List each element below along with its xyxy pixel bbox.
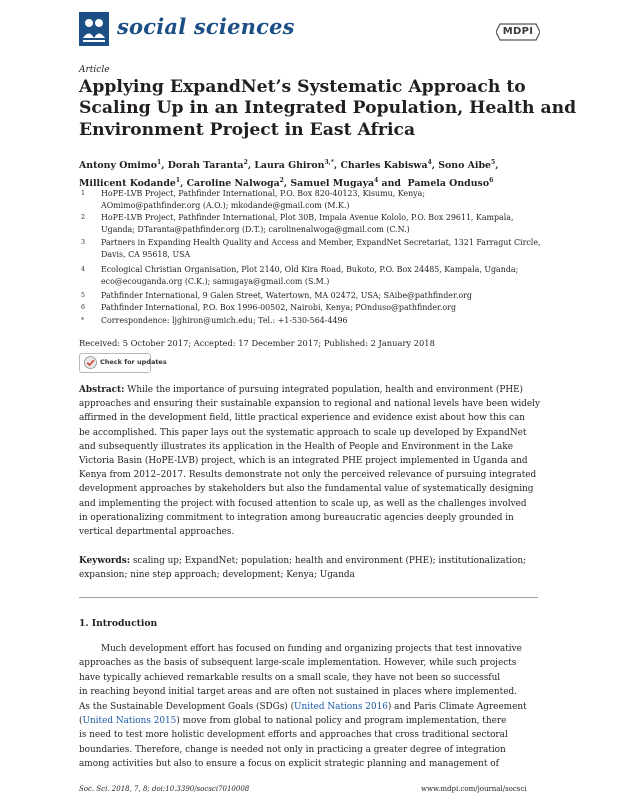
introduction-body <box>79 642 538 772</box>
affiliation-number: 1 <box>81 190 86 197</box>
author-separator: , <box>333 160 341 172</box>
affiliation-number: 2 <box>81 214 86 221</box>
author-separator: , <box>180 177 187 189</box>
author-name[interactable]: Pamela Onduso <box>407 177 490 189</box>
abstract-text: While the importance of pursuing integrated population, health and environment (PHE) <box>127 385 524 395</box>
mdpi-logo <box>496 22 540 42</box>
keywords <box>79 554 526 582</box>
affiliation-text: Correspondence: ljghiron@umich.edu; Tel.: +1-530-564-4496 <box>101 316 348 325</box>
journal-name: social sciences <box>117 14 295 39</box>
affiliation-text: eco@ecouganda.org (C.K.); samugaya@gmail.com (S.M.) <box>101 277 330 286</box>
intro-text: As the Sustainable Development Goals (SDGs) ( <box>79 701 295 712</box>
check-updates-label: Check for updates <box>100 358 167 366</box>
check-updates-icon <box>84 356 97 369</box>
author-separator: , <box>161 160 168 172</box>
author-affiliation-mark: 2 <box>243 159 248 166</box>
citation-link[interactable]: United Nations 2016 <box>294 701 388 712</box>
author-affiliation-mark: 1 <box>157 159 162 166</box>
keywords-line: expansion; nine step approach; development; Kenya; Uganda <box>79 570 355 581</box>
abstract-line: Kenya from 2012–2017. Results demonstrate not only the perceived relevance of pursuing integrated <box>79 470 537 481</box>
author-separator: , <box>247 160 255 172</box>
affiliation-number: 3 <box>81 239 86 246</box>
keywords-label: Keywords: <box>79 556 131 566</box>
article-title <box>79 77 577 141</box>
author-name[interactable]: Antony Omimo <box>79 160 158 172</box>
check-for-updates-button[interactable] <box>79 353 167 373</box>
abstract-line <box>79 383 538 397</box>
title-line: Applying ExpandNet’s Systematic Approach to <box>79 77 526 97</box>
author-separator: , <box>283 177 291 189</box>
author-name[interactable]: Millicent Kodande <box>79 177 176 189</box>
author-affiliation-mark: 3,* <box>324 159 334 166</box>
author-affiliation-mark: 4 <box>427 159 432 166</box>
abstract <box>79 383 538 539</box>
affiliation-text: Uganda; DTaranta@pathfinder.org (D.T.); carolinenalwoga@gmail.com (C.N.) <box>101 225 410 234</box>
affiliation-number: * <box>81 317 85 324</box>
article-type: Article <box>79 65 110 75</box>
intro-text: ) move from global to national policy and program implementation, there <box>176 716 507 727</box>
affiliation-number: 6 <box>81 304 86 311</box>
author-name[interactable]: Caroline Nalwoga <box>186 177 280 189</box>
affiliation-text: Ecological Christian Organisation, Plot 2140, Old Kira Road, Bukoto, P.O. Box 24485, Kampala, Uganda; <box>101 265 519 274</box>
footer-citation: Soc. Sci. 2018, 7, 8; doi:10.3390/socsci7010008 <box>79 785 250 793</box>
affiliation-text: HoPE-LVB Project, Pathfinder International, P.O. Box 820-40123, Kisumu, Kenya; <box>101 189 425 198</box>
keywords-text: scaling up; ExpandNet; population; health and environment (PHE); institutionalization; <box>132 556 527 566</box>
affiliation-text: Partners in Expanding Health Quality and Access and Member, ExpandNet Secretariat, 1321 Farragut Circle, <box>101 238 541 247</box>
footer-journal-url[interactable]: www.mdpi.com/journal/socsci <box>421 785 527 793</box>
author-affiliation-mark: 2 <box>279 176 284 184</box>
author-affiliation-mark: 6 <box>489 176 494 184</box>
abstract-line: approaches and ensuring their sustainable expansion to regional and national levels have been widely <box>79 399 540 410</box>
affiliation-text: AOmimo@pathfinder.org (A.O.); mkodande@gmail.com (M.K.) <box>101 201 350 210</box>
abstract-line: affirmed in the development field, little practical experience and evidence exist about how this can <box>79 413 525 424</box>
intro-line: boundaries. Therefore, change is needed not only in practicing a greater degree of integration <box>79 744 506 755</box>
abstract-line: Victoria Basin (HoPE-LVB) project, which is an integrated PHE project implemented in Uganda and <box>79 456 528 467</box>
affiliation-text: Pathfinder International, P.O. Box 1996-00502, Nairobi, Kenya; POnduso@pathfinder.org <box>101 303 456 312</box>
affiliation-number: 5 <box>81 292 86 299</box>
affiliation-text: HoPE-LVB Project, Pathfinder International, Plot 30B, Impala Avenue Kololo, P.O. Box 29611, Kampala, <box>101 213 514 222</box>
affiliation-number: 4 <box>81 266 86 273</box>
abstract-line: vertical departmental approaches. <box>79 527 235 538</box>
abstract-label: Abstract: <box>79 385 125 395</box>
intro-line: among activities but also to ensure a focus on explicit strategic planning and management of <box>79 759 499 770</box>
author-name[interactable]: Sono Aibe <box>438 160 491 172</box>
author-list <box>79 156 498 191</box>
author-affiliation-mark: 5 <box>491 159 496 166</box>
author-name[interactable]: Dorah Taranta <box>167 160 244 172</box>
intro-line: have typically achieved remarkable results on a small scale, they have not been so successful <box>79 672 501 683</box>
keywords-line <box>79 554 526 568</box>
author-affiliation-mark: 1 <box>175 176 181 184</box>
abstract-line: and implementing the project with focused attention to scale up, as well as the challenges involved <box>79 498 527 509</box>
author-line-1 <box>79 156 498 174</box>
author-separator: , <box>495 160 499 172</box>
journal-logo-icon <box>79 12 109 46</box>
intro-line: Much development effort has focused on funding and organizing projects that test innovative <box>101 644 522 654</box>
intro-text: ( <box>79 716 83 727</box>
mdpi-logo-text: MDPI <box>502 26 534 37</box>
intro-line <box>79 714 538 728</box>
author-separator: and <box>378 177 405 189</box>
publication-dates: Received: 5 October 2017; Accepted: 17 December 2017; Published: 2 January 2018 <box>79 338 435 348</box>
intro-line: is need to test more holistic development efforts and approaches that cross traditional sectoral <box>79 730 508 741</box>
title-line: Scaling Up in an Integrated Population, Health and <box>79 98 577 119</box>
section-divider <box>79 597 538 598</box>
affiliation-text: Pathfinder International, 9 Galen Street, Watertown, MA 02472, USA; SAibe@pathfinder.org <box>101 291 472 300</box>
intro-line <box>79 700 538 714</box>
abstract-line: be accomplished. This paper lays out the systematic approach to scale up developed by ExpandNet <box>79 427 527 438</box>
abstract-line: development approaches by stakeholders but also the fundamental value of systematically designing <box>79 484 534 495</box>
affiliation-text: Davis, CA 95618, USA <box>101 250 191 259</box>
section-heading: 1. Introduction <box>79 618 158 629</box>
author-name[interactable]: Samuel Mugaya <box>290 177 375 189</box>
author-separator: , <box>431 160 439 172</box>
author-name[interactable]: Laura Ghiron <box>254 160 325 172</box>
abstract-line: in operationalizing commitment to integration among bureaucratic agencies deeply grounded in <box>79 512 514 523</box>
intro-line: approaches as the basis of subsequent large-scale implementation. However, while such projects <box>79 658 517 669</box>
author-affiliation-mark: 4 <box>374 176 379 184</box>
abstract-line: and subsequently illustrates its application in the Health of People and Environment in the Lake <box>79 441 513 452</box>
intro-line: in reaching beyond initial target areas and are often not sustained in places where implemented. <box>79 687 517 698</box>
intro-text: ) and Paris Climate Agreement <box>387 701 527 712</box>
title-line: Environment Project in East Africa <box>79 119 416 140</box>
author-name[interactable]: Charles Kabiswa <box>340 160 428 172</box>
citation-link[interactable]: United Nations 2015 <box>82 716 177 727</box>
